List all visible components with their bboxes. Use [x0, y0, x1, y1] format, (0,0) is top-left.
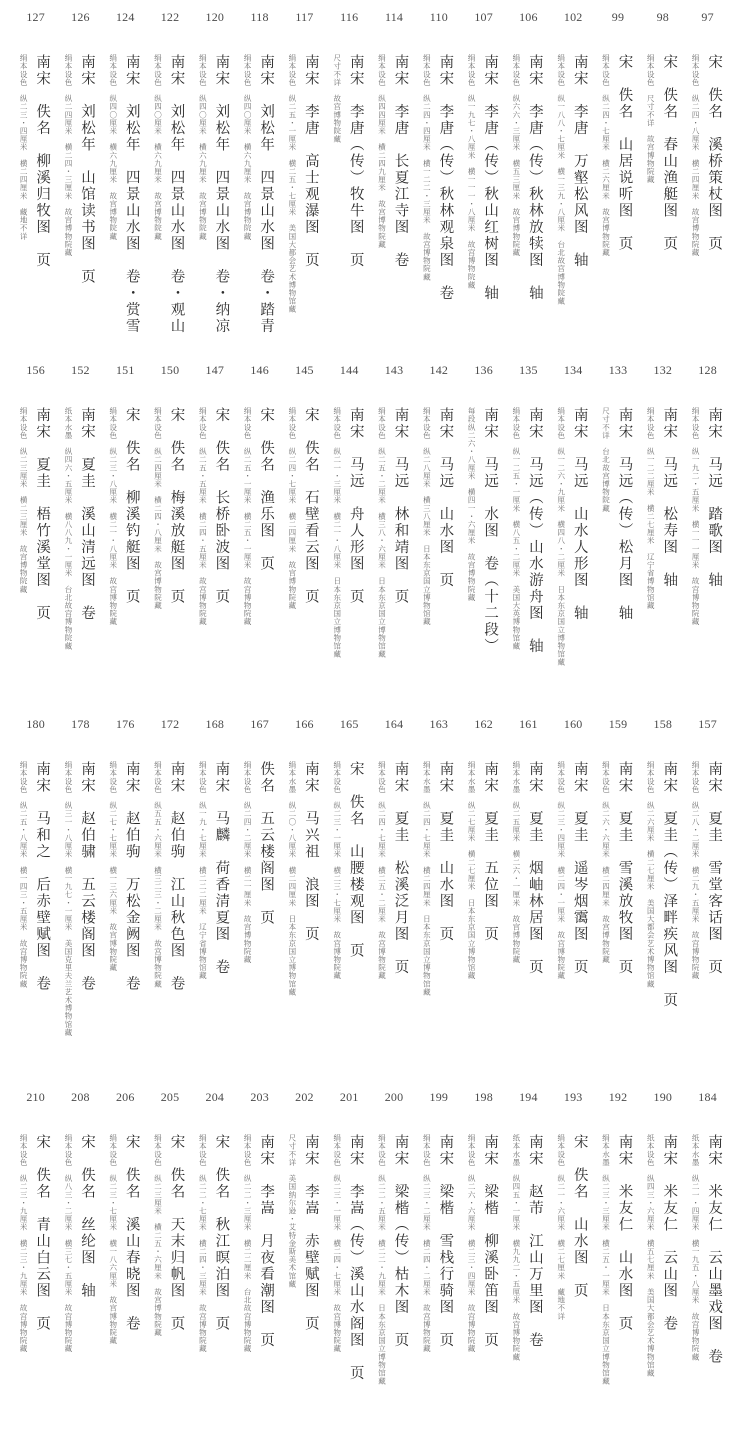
artwork-title: 南宋 夏圭 雪堂客话图 页	[706, 761, 723, 976]
page-number: 136	[474, 363, 493, 377]
catalog-entry	[103, 361, 148, 666]
artwork-title: 南宋 马远（传）松月图 轴	[616, 407, 633, 622]
page-number: 159	[608, 717, 628, 731]
artwork-details: 绢本设色 纵四四厘米 横二四九厘米 故宫博物院藏	[377, 54, 387, 249]
artwork-details: 绢本设色 纵二四厘米 横二四・八厘米 故宫博物院藏	[153, 407, 163, 610]
artwork-title: 南宋 刘松年 四景山水图 卷・观山	[168, 54, 185, 335]
artwork-details: 绢本设色 纵二三・一厘米 横二三・七厘米 故宫博物院藏	[332, 761, 342, 980]
artwork-details: 绢本设色 纵二三・九厘米 横二三・九厘米 故宫博物院藏	[19, 1134, 29, 1353]
artwork-details: 纸本设色 纵四三・六厘米 横五七厘米 美国大都会艺术博物馆藏	[646, 1134, 656, 1377]
artwork-details: 绢本设色 纵四〇厘米 横六九厘米 故宫博物院藏	[108, 54, 118, 241]
catalog-entry	[596, 8, 641, 335]
artwork-details: 绢本设色 纵一九七・八厘米 横一一一・八厘米 故宫博物院藏	[467, 54, 477, 289]
artwork-title: 佚名 五云楼阁图 页	[258, 761, 275, 926]
page-number: 114	[384, 10, 404, 24]
catalog-entry	[372, 1088, 417, 1385]
artwork-title: 南宋 赵伯骕 五云楼阁图 卷	[78, 761, 95, 992]
catalog-entry	[327, 1088, 372, 1385]
artwork-title: 宋 佚名 春山渔艇图 页	[661, 54, 678, 252]
artwork-title: 南宋 李嵩（传）溪山水阁图 页	[347, 1134, 364, 1382]
artwork-details: 绢本设色 纵二四厘米 横二四・三厘米 故宫博物院藏	[63, 54, 73, 257]
page-number: 201	[339, 1090, 359, 1104]
artwork-details: 绢本设色 纵二五・二厘米 横三八・六厘米 日本东京国立博物馆藏	[377, 407, 387, 659]
artwork-details: 绢本水墨 纵二四・七厘米 横二四厘米 日本东京国立博物馆藏	[422, 761, 432, 996]
artwork-title: 南宋 马远 舟人形图 页	[347, 407, 364, 605]
catalog-entry	[103, 8, 148, 335]
artwork-details: 绢本设色 纵一二六・九厘米 横四八・二厘米 日本东京国立博物馆藏	[556, 407, 566, 667]
page-number: 163	[429, 717, 449, 731]
artwork-details: 绢本设色 纵二四・七厘米 横二六厘米 故宫博物院藏	[601, 54, 611, 257]
catalog-section	[6, 1088, 730, 1385]
artwork-details: 绢本设色 纵二八厘米 横三八厘米 日本东京国立博物馆藏	[422, 407, 432, 626]
catalog-entry	[58, 361, 103, 666]
page-number: 168	[205, 717, 225, 731]
catalog-entry	[192, 361, 237, 666]
page-number: 122	[160, 10, 180, 24]
page-number: 202	[295, 1090, 314, 1104]
artwork-title: 南宋 夏圭 遥岑烟霭图 页	[571, 761, 588, 976]
artwork-details: 绢本设色 纵四〇厘米 横六九厘米 故宫博物院藏	[198, 54, 208, 241]
catalog-entry	[685, 1088, 730, 1385]
artwork-title: 南宋 佚名 柳溪归牧图 页	[34, 54, 51, 269]
artwork-title: 南宋 夏圭 梧竹溪堂图 页	[34, 407, 51, 622]
artwork-title: 宋 佚名 柳溪钓艇图 页	[123, 407, 140, 605]
catalog-section	[6, 361, 730, 666]
page-number: 118	[250, 10, 269, 24]
page-number: 147	[205, 363, 225, 377]
artwork-title: 南宋 赵伯驹 江山秋色图 卷	[168, 761, 185, 992]
catalog-entry	[640, 8, 685, 335]
page-number: 97	[701, 10, 714, 24]
page-number: 98	[656, 10, 669, 24]
page-number: 117	[295, 10, 314, 24]
catalog-entry	[148, 361, 193, 666]
catalog-entry	[282, 8, 327, 335]
page-number: 126	[71, 10, 90, 24]
catalog-entry	[282, 1088, 327, 1385]
artwork-details: 绢本设色 纵二七・七厘米 横一三六厘米 故宫博物院藏	[108, 761, 118, 972]
artwork-title: 宋 佚名 天末归帆图 页	[168, 1134, 185, 1332]
artwork-title: 南宋 夏圭 五位图 页	[482, 761, 499, 943]
page-number: 193	[563, 1090, 583, 1104]
artwork-title: 南宋 赵伯驹 万松金阙图 卷	[123, 761, 140, 992]
catalog-entry	[506, 361, 551, 666]
page-number: 134	[563, 363, 583, 377]
artwork-title: 南宋 李嵩 赤壁赋图 页	[302, 1134, 319, 1332]
artwork-details: 绢本设色 纵二五・五厘米 横二四・五厘米 故宫博物院藏	[198, 407, 208, 626]
catalog-section	[6, 8, 730, 335]
artwork-details: 绢本设色 纵二六厘米 横二七厘米 美国大都会艺术博物馆藏	[646, 761, 656, 988]
artwork-title: 南宋 李唐 长夏江寺图 卷	[392, 54, 409, 269]
artwork-details: 绢本设色 纵一二五・一厘米 横八五・二厘米 美国大英博物馆藏	[511, 407, 521, 650]
page-number: 200	[384, 1090, 404, 1104]
artwork-details: 绢本设色 纵四〇厘米 横六九厘米 故宫博物院藏	[153, 54, 163, 241]
artwork-title: 南宋 马远 山水图 页	[437, 407, 454, 589]
catalog-entry	[506, 8, 551, 335]
artwork-title: 南宋 李唐 高士观瀑图 页	[302, 54, 319, 269]
artwork-details: 绢本水墨 纵二七厘米 横二七厘米 日本东京国立博物馆藏	[467, 761, 477, 980]
artwork-details: 绢本设色 纵二六・六厘米 横二四厘米 故宫博物院藏	[601, 761, 611, 964]
artwork-title: 宋 佚名 长桥卧波图 页	[213, 407, 230, 605]
page-number: 210	[26, 1090, 45, 1104]
page-number: 132	[653, 363, 673, 377]
artwork-details: 绢本设色 纵二四・八厘米 横二四厘米 故宫博物院藏	[691, 54, 701, 257]
artwork-title: 南宋 马远 踏歌图 轴	[706, 407, 723, 589]
catalog-entry	[416, 715, 461, 1036]
catalog-entry	[237, 361, 282, 666]
page-number: 135	[519, 363, 538, 377]
artwork-details: 绢本设色 纵二三・八厘米 横二一・八厘米 故宫博物院藏	[108, 407, 118, 626]
catalog-entry	[596, 715, 641, 1036]
artwork-details: 绢本水墨 纵二三・三厘米 横二五・一厘米 日本东京国立博物馆藏	[601, 1134, 611, 1386]
catalog-entry	[461, 715, 506, 1036]
artwork-title: 南宋 刘松年 四景山水图 卷・踏青	[258, 54, 275, 335]
catalog-entry	[13, 715, 58, 1036]
page-number: 151	[115, 363, 135, 377]
catalog-entry	[327, 361, 372, 666]
artwork-details: 绢本设色 纵一二二厘米 横二七厘米 辽宁省博物馆藏	[646, 407, 656, 610]
artwork-details: 绢本设色 纵二三・四厘米 横二四厘米 藏地不详	[19, 54, 29, 241]
artwork-title: 南宋 梁楷 雪栈行骑图 页	[437, 1134, 454, 1349]
artwork-title: 南宋 李唐（传）秋林放犊图 轴	[526, 54, 543, 302]
artwork-details: 绢本设色 纵二四・四厘米 横一二二・三厘米 故宫博物院藏	[422, 54, 432, 281]
catalog-entry	[192, 8, 237, 335]
artwork-title: 南宋 马远 松寿图 轴	[661, 407, 678, 589]
artwork-details: 绢本设色 纵二二・三厘米 横二二厘米 台北故宫博物院藏	[243, 1134, 253, 1353]
artwork-details: 绢本设色 纵二六・六厘米 横二三・四厘米 故宫博物院藏	[467, 1134, 477, 1353]
catalog-entry	[596, 1088, 641, 1385]
artwork-title: 南宋 李唐（传）秋林观泉图 卷	[437, 54, 454, 302]
catalog-entry	[372, 715, 417, 1036]
catalog-entry	[148, 1088, 193, 1385]
catalog-section	[6, 715, 730, 1036]
artwork-title: 南宋 米友仁 云山图 卷	[661, 1134, 678, 1332]
catalog-entry	[640, 1088, 685, 1385]
catalog-entry	[596, 361, 641, 666]
artwork-details: 绢本设色 纵二五・一厘米 横二五・七厘米 美国大都会艺术博物馆藏	[287, 54, 297, 314]
artwork-title: 宋 佚名 山居说听图 页	[616, 54, 633, 252]
artwork-title: 南宋 马远 林和靖图 页	[392, 407, 409, 605]
catalog-entry	[461, 361, 506, 666]
page-number: 165	[339, 717, 359, 731]
catalog-entry	[282, 361, 327, 666]
page-number: 208	[71, 1090, 90, 1104]
artwork-title: 南宋 马远 山水人形图 轴	[571, 407, 588, 622]
page-number: 176	[115, 717, 135, 731]
page-number: 162	[474, 717, 493, 731]
artwork-details: 绢本设色 纵二三・七厘米 横一八六厘米 故宫博物院藏	[108, 1134, 118, 1345]
artwork-details: 尺寸不详 故宫博物院藏	[332, 54, 342, 144]
catalog-entry	[103, 1088, 148, 1385]
catalog-entry	[13, 1088, 58, 1385]
page-number: 142	[429, 363, 449, 377]
artwork-details: 绢本设色 纵二四・二厘米 横二一厘米 故宫博物院藏	[243, 761, 253, 964]
artwork-details: 绢本设色 纵二三厘米 横二三厘米 故宫博物院藏	[19, 407, 29, 594]
artwork-title: 南宋 夏圭（传）泽畔疾风图 页	[661, 761, 678, 1009]
artwork-title: 宋 佚名 溪山春晓图 卷	[123, 1134, 140, 1332]
catalog-entry	[416, 1088, 461, 1385]
catalog-entry	[148, 8, 193, 335]
page-number: 164	[384, 717, 404, 731]
artwork-details: 绢本设色 纵二五・八厘米 横一四三・五厘米 故宫博物院藏	[19, 761, 29, 988]
artwork-details: 绢本设色 纵一九二・五厘米 横一一一厘米 故宫博物院藏	[691, 407, 701, 626]
artwork-details: 尺寸不详 台北故宫博物院藏	[601, 407, 611, 513]
artwork-title: 南宋 夏圭 雪溪放牧图 页	[616, 761, 633, 976]
catalog-entry	[58, 1088, 103, 1385]
catalog-entry	[327, 8, 372, 335]
page-number: 156	[26, 363, 45, 377]
artwork-details: 绢本水墨 纵二五厘米 横二六・一厘米 故宫博物院藏	[511, 761, 521, 964]
artwork-details: 绢本设色 纵二三厘米 横二五・六厘米 故宫博物院藏	[153, 1134, 163, 1337]
artwork-title: 南宋 马兴祖 浪图 页	[302, 761, 319, 943]
catalog-entry	[192, 715, 237, 1036]
page-number: 205	[160, 1090, 180, 1104]
artwork-details: 绢本设色 纵二二・五厘米 横二二・九厘米 日本东京国立博物馆藏	[377, 1134, 387, 1386]
artwork-title: 南宋 米友仁 云山墨戏图 卷	[706, 1134, 723, 1365]
artwork-details: 纸本水墨 纵四五・一厘米 横九九二・五厘米 故宫博物院藏	[511, 1134, 521, 1361]
catalog-entry	[327, 715, 372, 1036]
catalog-entry	[551, 8, 596, 335]
catalog-entry	[372, 8, 417, 335]
artwork-title: 宋 佚名 溪桥策杖图 页	[706, 54, 723, 252]
page-number: 157	[698, 717, 717, 731]
artwork-title: 南宋 夏圭 溪山清远图 卷	[78, 407, 95, 622]
artwork-title: 南宋 米友仁 山水图 页	[616, 1134, 633, 1332]
artwork-title: 宋 佚名 青山白云图 页	[34, 1134, 51, 1332]
artwork-details: 绢本设色 纵四〇厘米 横六九厘米 故宫博物院藏	[243, 54, 253, 241]
artwork-details: 纸本水墨 纵二一・四厘米 横一九五・八厘米 故宫博物院藏	[691, 1134, 701, 1361]
artwork-details: 绢本设色 纵五五・六厘米 横三二三・二厘米 故宫博物院藏	[153, 761, 163, 988]
catalog-entry	[506, 715, 551, 1036]
catalog-entry	[372, 361, 417, 666]
page-number: 107	[474, 10, 493, 24]
catalog-entry	[640, 715, 685, 1036]
artwork-details: 绢本设色 纵一八八・七厘米 横一三九・八厘米 台北故宫博物院藏	[556, 54, 566, 306]
page-number: 192	[608, 1090, 628, 1104]
artwork-title: 南宋 夏圭 山水图 页	[437, 761, 454, 943]
artwork-title: 宋 佚名 丝纶图 轴	[78, 1134, 95, 1299]
artwork-details: 绢本设色 纵八三・二厘米 横三七・五厘米 故宫博物院藏	[63, 1134, 73, 1353]
artwork-title: 南宋 刘松年 四景山水图 卷・赏雪	[123, 54, 140, 335]
page-number: 144	[339, 363, 359, 377]
page-number: 143	[384, 363, 404, 377]
catalog-entry	[416, 361, 461, 666]
artwork-title: 南宋 李嵩 月夜看潮图 页	[258, 1134, 275, 1349]
page-number: 190	[653, 1090, 673, 1104]
page-number: 158	[653, 717, 673, 731]
catalog-entry	[237, 715, 282, 1036]
artwork-title: 南宋 梁楷 柳溪卧笛图 页	[482, 1134, 499, 1349]
artwork-title: 南宋 刘松年 山馆读书图 页	[78, 54, 95, 285]
page-number: 161	[519, 717, 538, 731]
page-number: 152	[71, 363, 90, 377]
page-number: 146	[250, 363, 269, 377]
artwork-title: 宋 佚名 山腰楼观图 页	[347, 761, 364, 959]
artwork-title: 南宋 李唐 万壑松风图 轴	[571, 54, 588, 269]
catalog-entry	[58, 8, 103, 335]
catalog-entry	[237, 8, 282, 335]
page-number: 204	[205, 1090, 225, 1104]
catalog-entry	[685, 361, 730, 666]
artwork-details: 绢本设色 纵二一・六厘米 横二七厘米 藏地不详	[556, 1134, 566, 1321]
catalog-entry	[640, 361, 685, 666]
page-number: 172	[160, 717, 180, 731]
catalog-entry	[685, 715, 730, 1036]
catalog-entry	[237, 1088, 282, 1385]
artwork-details: 尺寸不详 美国纳尔逊・艾特金斯美术馆藏	[287, 1134, 297, 1288]
artwork-details: 绢本设色 纵二三・一厘米 横二四・七厘米 故宫博物院藏	[332, 1134, 342, 1353]
artwork-title: 宋 佚名 渔乐图 页	[258, 407, 275, 572]
artwork-title: 南宋 马和之 后赤壁赋图 卷	[34, 761, 51, 992]
artwork-title: 南宋 赵芾 江山万里图 卷	[526, 1134, 543, 1349]
page-number: 203	[250, 1090, 269, 1104]
artwork-details: 绢本设色 纵二八・二厘米 横二九・五厘米 故宫博物院藏	[691, 761, 701, 980]
page-number: 99	[611, 10, 625, 24]
page-number: 124	[115, 10, 135, 24]
page-number: 166	[295, 717, 314, 731]
catalog-entry	[551, 361, 596, 666]
artwork-details: 绢本设色 纵二四・七厘米 横二五・二厘米 故宫博物院藏	[377, 761, 387, 980]
catalog-entry	[461, 8, 506, 335]
page-number: 116	[340, 10, 359, 24]
artwork-title: 宋 佚名 秋江暝泊图 页	[213, 1134, 230, 1332]
catalog-entry	[13, 8, 58, 335]
page-number: 133	[608, 363, 628, 377]
page-number: 160	[563, 717, 583, 731]
artwork-title: 南宋 夏圭 松溪泛月图 页	[392, 761, 409, 976]
artwork-title: 南宋 李唐（传）秋山红树图 轴	[482, 54, 499, 302]
page-number: 106	[519, 10, 538, 24]
page-number: 167	[250, 717, 269, 731]
artwork-details: 绢本设色 纵二五・一厘米 横二五・一厘米 故宫博物院藏	[243, 407, 253, 626]
artwork-details: 绢本设色 尺寸不详 故宫博物院藏	[646, 54, 656, 184]
catalog-entry	[506, 1088, 551, 1385]
page-number: 194	[519, 1090, 538, 1104]
artwork-title: 南宋 夏圭 烟岫林居图 页	[526, 761, 543, 976]
page-number: 198	[474, 1090, 493, 1104]
artwork-details: 绢本设色 纵二四・七厘米 横二四厘米 故宫博物院藏	[287, 407, 297, 610]
catalog-entry	[103, 715, 148, 1036]
artwork-details: 绢本设色 纵二一・三厘米 横二一・八厘米 日本东京国立博物馆藏	[332, 407, 342, 659]
catalog-entry	[416, 8, 461, 335]
artwork-title: 宋 佚名 石壁看云图 页	[302, 407, 319, 605]
artwork-title: 宋 佚名 山水图 页	[571, 1134, 588, 1299]
artwork-title: 南宋 马麟 荷香清夏图 卷	[213, 761, 230, 976]
artwork-details: 绢本设色 纵二三・二厘米 横二四・二厘米 故宫博物院藏	[422, 1134, 432, 1353]
catalog-entry	[13, 361, 58, 666]
artwork-title: 宋 佚名 梅溪放艇图 页	[168, 407, 185, 605]
artwork-details: 绢本水墨 纵二〇・八厘米 横二四厘米 日本东京国立博物馆藏	[287, 761, 297, 996]
artwork-details: 绢本设色 纵一九・七厘米 横二二二厘米 辽宁省博物馆藏	[198, 761, 208, 980]
catalog-entry	[148, 715, 193, 1036]
page-number: 145	[295, 363, 314, 377]
catalog-entry	[685, 8, 730, 335]
page-number: 150	[160, 363, 180, 377]
page-number: 199	[429, 1090, 449, 1104]
artwork-details: 绢本设色 纵三一・八厘米 横一九七・一厘米 美国克里夫兰艺术博物馆藏	[63, 761, 73, 1037]
artwork-title: 南宋 李唐（传）牧牛图 页	[347, 54, 364, 269]
page-number: 206	[115, 1090, 135, 1104]
artwork-details: 纸本水墨 纵四六・五厘米 横八八九・一厘米 台北故宫博物院藏	[63, 407, 73, 650]
page-number: 110	[429, 10, 448, 24]
catalog-entry	[461, 1088, 506, 1385]
page-number: 178	[71, 717, 90, 731]
page-number: 120	[205, 10, 225, 24]
artwork-details: 绢本设色 纵二三・四厘米 横二四・一厘米 故宫博物院藏	[556, 761, 566, 980]
page-number: 184	[698, 1090, 717, 1104]
artwork-details: 绢本设色 纵二二・七厘米 横二四・三厘米 故宫博物院藏	[198, 1134, 208, 1353]
catalog-entry	[58, 715, 103, 1036]
catalog-entry	[551, 1088, 596, 1385]
catalog-entry	[282, 715, 327, 1036]
artwork-title: 南宋 梁楷（传）枯木图 页	[392, 1134, 409, 1349]
page-number: 180	[26, 717, 45, 731]
artwork-title: 南宋 刘松年 四景山水图 卷・纳凉	[213, 54, 230, 335]
artwork-details: 绢本设色 纵六六・三厘米 横五三厘米 故宫博物院藏	[511, 54, 521, 257]
artwork-title: 南宋 马远（传）山水游舟图 轴	[526, 407, 543, 655]
page-number: 102	[563, 10, 583, 24]
catalog-entry	[551, 715, 596, 1036]
page-number: 128	[698, 363, 717, 377]
page-number: 127	[26, 10, 45, 24]
catalog-entry	[192, 1088, 237, 1385]
artwork-details: 每段纵二六・八厘米 横四一・六厘米 故宫博物院藏	[467, 407, 477, 602]
artwork-title: 南宋 马远 水图 卷（十二段）	[482, 407, 499, 655]
